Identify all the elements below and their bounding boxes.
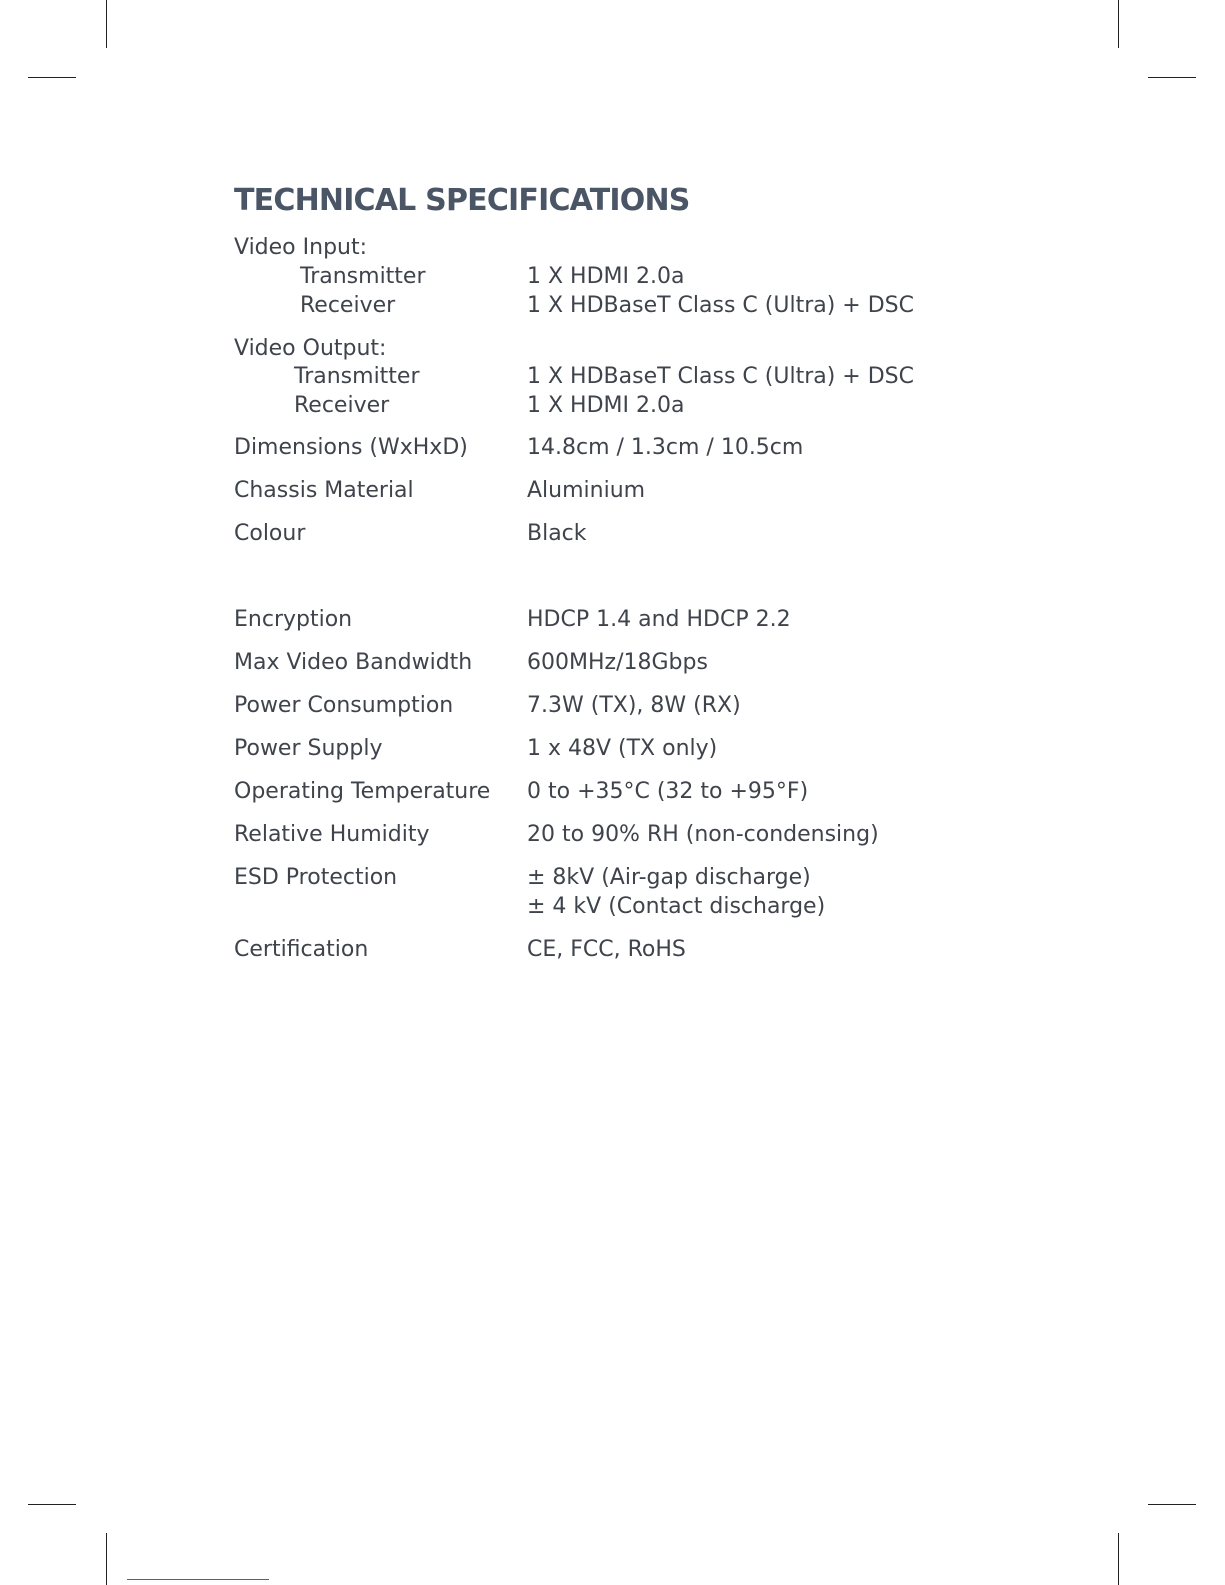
dimensions-value: 14.8cm / 1.3cm / 10.5cm [527,435,804,460]
crop-mark-top-right-vertical [1118,0,1119,48]
video-output-receiver-label: Receiver [294,393,390,418]
encryption-label: Encryption [234,607,353,632]
crop-mark-bottom-right-vertical [1118,1533,1119,1585]
esd-protection-value-air-gap: ± 8kV (Air-gap discharge) [527,865,811,890]
colour-value: Black [527,521,587,546]
chassis-material-value: Aluminium [527,478,646,503]
power-consumption-value: 7.3W (TX), 8W (RX) [527,693,741,718]
dimensions-label: Dimensions (WxHxD) [234,435,468,460]
video-input-receiver-label: Receiver [300,293,396,318]
crop-mark-bottom-left-horizontal [28,1504,76,1505]
crop-mark-top-right-horizontal [1148,77,1196,78]
video-input-receiver-value: 1 X HDBaseT Class C (Ultra) + DSC [527,293,914,318]
video-input-transmitter-value: 1 X HDMI 2.0a [527,264,685,289]
footer-link-underline [127,1579,269,1580]
crop-mark-top-left-horizontal [28,77,76,78]
esd-protection-value-contact: ± 4 kV (Contact discharge) [527,894,826,919]
power-consumption-label: Power Consumption [234,693,454,718]
power-supply-label: Power Supply [234,736,383,761]
certification-label: Certification [234,937,369,962]
video-output-receiver-value: 1 X HDMI 2.0a [527,393,685,418]
video-input-transmitter-label: Transmitter [300,264,426,289]
relative-humidity-value: 20 to 90% RH (non-condensing) [527,822,879,847]
colour-label: Colour [234,521,306,546]
page-title: TECHNICAL SPECIFICATIONS [234,183,690,218]
operating-temperature-value: 0 to +35°C (32 to +95°F) [527,779,809,804]
crop-mark-bottom-right-horizontal [1148,1504,1196,1505]
video-input-label: Video Input: [234,235,368,260]
video-output-label: Video Output: [234,336,387,361]
power-supply-value: 1 x 48V (TX only) [527,736,718,761]
bandwidth-label: Max Video Bandwidth [234,650,473,675]
encryption-value: HDCP 1.4 and HDCP 2.2 [527,607,791,632]
certification-value: CE, FCC, RoHS [527,937,686,962]
crop-mark-bottom-left-vertical [106,1533,107,1585]
esd-protection-label: ESD Protection [234,865,398,890]
chassis-material-label: Chassis Material [234,478,414,503]
operating-temperature-label: Operating Temperature [234,779,491,804]
video-output-transmitter-label: Transmitter [294,364,420,389]
relative-humidity-label: Relative Humidity [234,822,430,847]
bandwidth-value: 600MHz/18Gbps [527,650,708,675]
video-output-transmitter-value: 1 X HDBaseT Class C (Ultra) + DSC [527,364,914,389]
crop-mark-top-left-vertical [106,0,107,48]
